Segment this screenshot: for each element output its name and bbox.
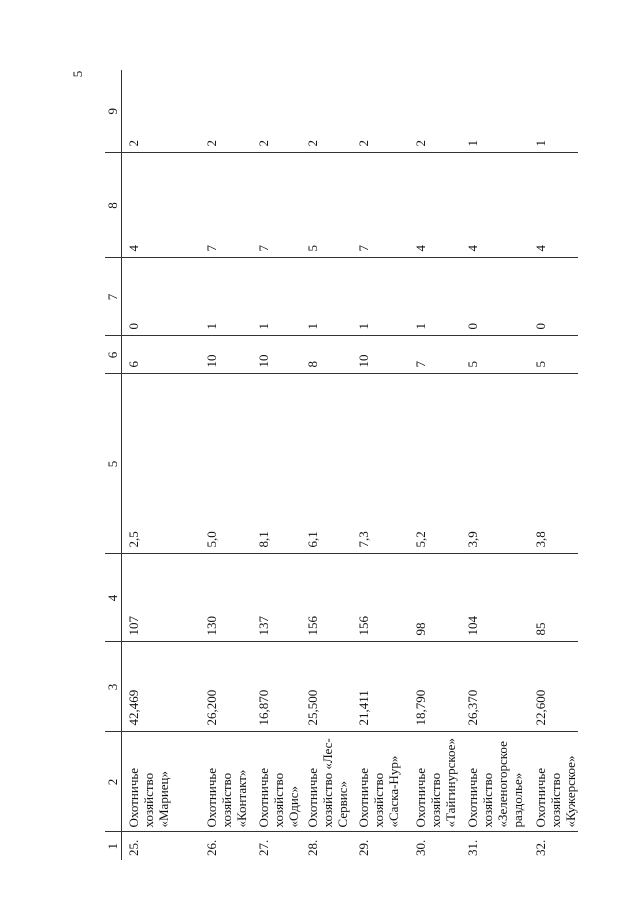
cell-col3: 16,870 [252, 642, 301, 732]
cell-col8: 4 [461, 153, 529, 258]
table-row [122, 70, 200, 860]
row-number: 25. [126, 839, 141, 856]
name-line: раздолье» [509, 772, 525, 828]
name-line: хозяйство [479, 772, 495, 828]
header-cell: 2 [105, 732, 122, 832]
header-cell: 4 [105, 554, 122, 642]
table-row [461, 70, 529, 860]
name-line: хозяйство [141, 772, 156, 828]
row-number: 28. [304, 839, 320, 856]
cell-col6: 10 [352, 336, 409, 374]
name-line: «Мариец» [156, 770, 171, 828]
header-cell: 6 [105, 336, 122, 374]
header-row [105, 70, 122, 860]
cell-col6: 5 [529, 336, 578, 374]
cell-col4: 104 [461, 554, 529, 642]
cell-col4: 130 [200, 554, 252, 642]
name-line: «Контакт» [233, 769, 249, 828]
cell-col5: 7,3 [352, 374, 409, 554]
hunting-farm-name [352, 732, 409, 832]
name-line: хозяйство «Одис» [270, 772, 301, 828]
cell-col5: 5,0 [200, 374, 252, 554]
table-row [252, 70, 301, 860]
header-cell: 1 [105, 832, 122, 860]
cell-col7: 1 [409, 258, 461, 336]
cell-col3: 42,469 [122, 642, 200, 732]
row-number: 26. [203, 839, 219, 856]
header-cell: 9 [105, 70, 122, 153]
cell-col8: 4 [122, 153, 200, 258]
cell-col3: 22,600 [529, 642, 578, 732]
cell-col3: 26,200 [200, 642, 252, 732]
name-line: Охотничье [126, 767, 141, 828]
hunting-farm-name [529, 732, 578, 832]
name-line: Охотничье [464, 767, 480, 828]
name-line: хозяйство «Лес- [319, 738, 335, 828]
header-cell: 8 [105, 153, 122, 258]
cell-col4: 137 [252, 554, 301, 642]
name-line: Охотничье [255, 767, 271, 828]
cell-col9: 2 [200, 70, 252, 153]
name-line: «Зеленогорское [494, 741, 510, 828]
name-line: хозяйство [547, 772, 563, 828]
name-line: «Кужерское» [562, 755, 578, 828]
cell-col6: 8 [301, 336, 352, 374]
cell-col6: 10 [252, 336, 301, 374]
cell-col4: 98 [409, 554, 461, 642]
cell-col7: 0 [461, 258, 529, 336]
name-line: Охотничье [412, 767, 428, 828]
hunting-farm-name [122, 732, 200, 832]
table-row [301, 70, 352, 860]
row-number: 32. [532, 839, 548, 856]
cell-col3: 26,370 [461, 642, 529, 732]
cell-col6: 5 [461, 336, 529, 374]
cell-col4: 85 [529, 554, 578, 642]
cell-col7: 1 [301, 258, 352, 336]
cell-col5: 3,8 [529, 374, 578, 554]
name-line: Охотничье [355, 767, 371, 828]
cell-col7: 1 [252, 258, 301, 336]
row-number: 29. [355, 839, 371, 856]
cell-col8: 4 [529, 153, 578, 258]
name-line: хозяйство [218, 772, 234, 828]
name-line: хозяйство [370, 772, 386, 828]
table-row [200, 70, 252, 860]
cell-col7: 1 [352, 258, 409, 336]
cell-col5: 2,5 [122, 374, 200, 554]
name-line: «Саска-Нур» [385, 755, 401, 828]
cell-col9: 2 [409, 70, 461, 153]
cell-col7: 0 [122, 258, 200, 336]
cell-col8: 7 [352, 153, 409, 258]
header-cell: 3 [105, 642, 122, 732]
row-number: 27. [255, 839, 271, 856]
cell-col9: 1 [461, 70, 529, 153]
name-line: хозяйство [427, 772, 443, 828]
cell-col6: 7 [409, 336, 461, 374]
hunting-farm-name [200, 732, 252, 832]
cell-col5: 8,1 [252, 374, 301, 554]
name-line: «Тайгинурское» [442, 738, 458, 828]
cell-col8: 5 [301, 153, 352, 258]
cell-col9: 1 [529, 70, 578, 153]
name-line: Охотничье [304, 767, 320, 828]
header-cell: 7 [105, 258, 122, 336]
cell-col8: 4 [409, 153, 461, 258]
cell-col4: 107 [122, 554, 200, 642]
table-row [529, 70, 578, 860]
hunting-farm-name [409, 732, 461, 832]
cell-col9: 2 [122, 70, 200, 153]
cell-col5: 6,1 [301, 374, 352, 554]
cell-col6: 10 [200, 336, 252, 374]
cell-col3: 25,500 [301, 642, 352, 732]
cell-col4: 156 [301, 554, 352, 642]
cell-col9: 2 [352, 70, 409, 153]
cell-col6: 6 [122, 336, 200, 374]
rotated-table-wrapper [105, 70, 578, 860]
row-number: 30. [412, 839, 428, 856]
table-row [409, 70, 461, 860]
hunting-farm-name [301, 732, 352, 832]
hunting-farm-name [252, 732, 301, 832]
table-row [352, 70, 409, 860]
page-number: 5 [70, 70, 85, 78]
name-line: Охотничье [532, 767, 548, 828]
name-line: Сервис» [334, 781, 350, 828]
cell-col8: 7 [200, 153, 252, 258]
name-line: Охотничье [203, 767, 219, 828]
cell-col5: 5,2 [409, 374, 461, 554]
cell-col3: 18,790 [409, 642, 461, 732]
cell-col3: 21,411 [352, 642, 409, 732]
cell-col8: 7 [252, 153, 301, 258]
header-cell: 5 [105, 374, 122, 554]
data-table [105, 70, 578, 860]
cell-col4: 156 [352, 554, 409, 642]
cell-col9: 2 [301, 70, 352, 153]
cell-col7: 1 [200, 258, 252, 336]
hunting-farm-name [461, 732, 529, 832]
cell-col7: 0 [529, 258, 578, 336]
cell-col9: 2 [252, 70, 301, 153]
row-number: 31. [464, 839, 480, 856]
cell-col5: 3,9 [461, 374, 529, 554]
